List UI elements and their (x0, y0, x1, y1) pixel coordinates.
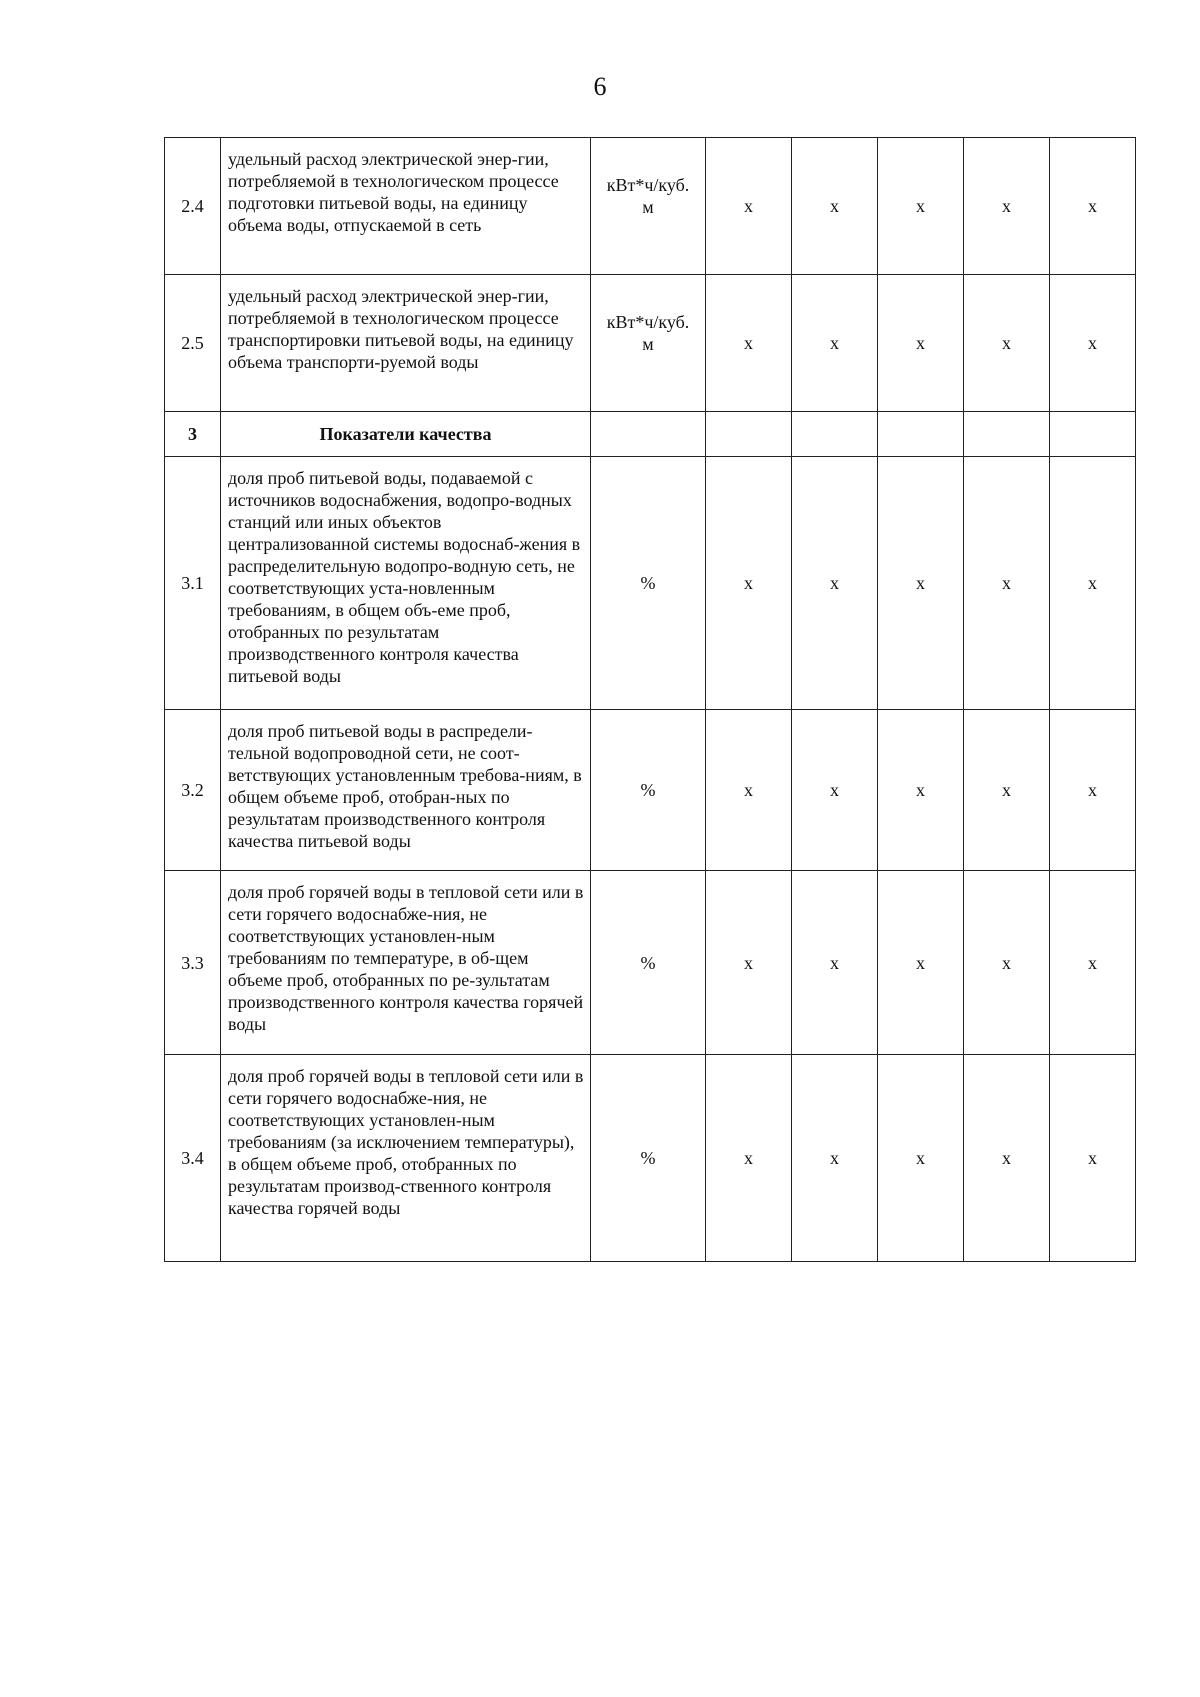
row-description: доля проб горячей воды в тепловой сети или в сети горячего водоснабже-ния, не соответствующих установлен-ным требованиям по температуре, в об-щем объеме проб, отобранных по ре-зультатам производственного контроля качества горячей воды (221, 871, 591, 1055)
page-number: 6 (593, 72, 607, 101)
empty-cell (591, 412, 706, 457)
row-description: доля проб питьевой воды в распредели-тельной водопроводной сети, не соот-ветствующих установленным требова-ниям, в общем объеме проб, отобран-ных по результатам производственного контроля качества питьевой воды (221, 710, 591, 871)
value-cell: x (706, 1055, 792, 1262)
value-cell: x (964, 275, 1050, 412)
empty-cell (878, 412, 964, 457)
value-cell: x (878, 710, 964, 871)
value-cell: x (792, 710, 878, 871)
empty-cell (706, 412, 792, 457)
unit-line: кВт*ч/куб. (606, 312, 690, 332)
value-cell: x (878, 871, 964, 1055)
value-cell: x (792, 871, 878, 1055)
row-unit (591, 138, 706, 275)
row-description: доля проб горячей воды в тепловой сети или в сети горячего водоснабже-ния, не соответствующих установлен-ным требованиям (за исключением температуры), в общем объеме проб, отобранных по результатам производ-ственного контроля качества горячей воды (221, 1055, 591, 1262)
value-cell: x (1050, 710, 1136, 871)
value-cell: x (1050, 457, 1136, 710)
empty-cell (1050, 412, 1136, 457)
row-unit (591, 275, 706, 412)
row-number: 2.5 (165, 275, 221, 412)
value-cell: x (792, 457, 878, 710)
unit-line: м (642, 334, 654, 354)
value-cell: x (964, 710, 1050, 871)
row-number: 3.4 (165, 1055, 221, 1262)
unit-line: кВт*ч/куб. (606, 175, 690, 195)
section-number: 3 (165, 412, 221, 457)
value-cell: x (706, 871, 792, 1055)
table-row (165, 138, 1136, 275)
row-unit: % (591, 457, 706, 710)
row-number: 3.1 (165, 457, 221, 710)
value-cell: x (964, 138, 1050, 275)
value-cell: x (964, 1055, 1050, 1262)
unit-line: м (642, 197, 654, 217)
value-cell: x (1050, 871, 1136, 1055)
row-description: доля проб питьевой воды, подаваемой с источников водоснабжения, водопро-водных станций или иных объектов централизованной системы водоснаб-жения в распределительную водопро-водную сеть, не соответствующих уста-новленным требованиям, в общем объ-еме проб, отобранных по результатам производственного контроля качества питьевой воды (221, 457, 591, 710)
section-row (165, 412, 1136, 457)
row-description: удельный расход электрической энер-гии, потребляемой в технологическом процессе транспортировки питьевой воды, на единицу объема транспорти-руемой воды (221, 275, 591, 412)
value-cell: x (706, 710, 792, 871)
table-row (165, 871, 1136, 1055)
value-cell: x (706, 457, 792, 710)
row-unit: % (591, 871, 706, 1055)
value-cell: x (878, 1055, 964, 1262)
value-cell: x (1050, 1055, 1136, 1262)
value-cell: x (792, 275, 878, 412)
value-cell: x (878, 275, 964, 412)
value-cell: x (792, 138, 878, 275)
table-row (165, 275, 1136, 412)
row-unit: % (591, 710, 706, 871)
row-description: удельный расход электрической энер-гии, потребляемой в технологическом процессе подготовки питьевой воды, на единицу объема воды, отпускаемой в сеть (221, 138, 591, 275)
section-title: Показатели качества (221, 412, 591, 457)
value-cell: x (964, 871, 1050, 1055)
value-cell: x (706, 275, 792, 412)
row-number: 2.4 (165, 138, 221, 275)
value-cell: x (1050, 138, 1136, 275)
row-number: 3.2 (165, 710, 221, 871)
table-row (165, 710, 1136, 871)
value-cell: x (706, 138, 792, 275)
value-cell: x (964, 457, 1050, 710)
row-number: 3.3 (165, 871, 221, 1055)
empty-cell (964, 412, 1050, 457)
table-row (165, 1055, 1136, 1262)
value-cell: x (878, 138, 964, 275)
value-cell: x (792, 1055, 878, 1262)
value-cell: x (878, 457, 964, 710)
value-cell: x (1050, 275, 1136, 412)
row-unit: % (591, 1055, 706, 1262)
empty-cell (792, 412, 878, 457)
indicators-table (164, 137, 1136, 1262)
table-row (165, 457, 1136, 710)
